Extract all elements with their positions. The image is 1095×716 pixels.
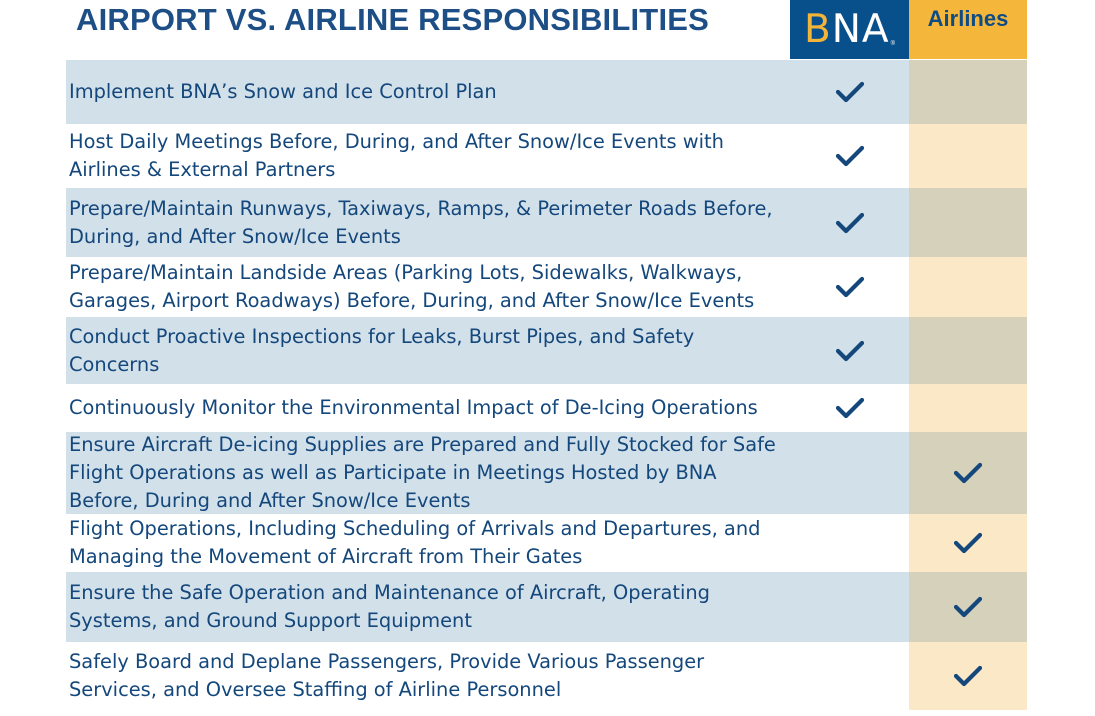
check-icon — [836, 340, 864, 362]
airlines-cell — [909, 384, 1027, 432]
task-text: Host Daily Meetings Before, During, and After Snow/Ice Events with Airlines & External Partners — [69, 130, 724, 181]
bna-cell — [790, 60, 909, 124]
bna-cell — [790, 642, 909, 710]
table-row — [66, 432, 1027, 514]
airlines-cell — [909, 514, 1027, 572]
bna-cell — [790, 432, 909, 514]
bna-column-header: BNA ® — [790, 0, 909, 59]
table-row — [66, 572, 1027, 642]
airlines-column-label: Airlines — [927, 6, 1009, 31]
check-icon — [836, 276, 864, 298]
bna-cell — [790, 514, 909, 572]
table-row — [66, 514, 1027, 572]
task-text: Ensure the Safe Operation and Maintenance of Aircraft, Operating Systems, and Ground Support Equipment — [69, 581, 710, 632]
airlines-cell — [909, 317, 1027, 384]
airlines-cell — [909, 60, 1027, 124]
table-row — [66, 317, 1027, 384]
task-text: Ensure Aircraft De-icing Supplies are Prepared and Fully Stocked for Safe Flight Operations as well as Participate in Meetings Hosted by BNA Before, During and After Snow/Ice Events — [69, 433, 776, 512]
task-text: Safely Board and Deplane Passengers, Provide Various Passenger Services, and Oversee Staffing of Airline Personnel — [69, 650, 705, 701]
check-icon — [954, 665, 982, 687]
airlines-cell — [909, 642, 1027, 710]
task-text: Prepare/Maintain Runways, Taxiways, Ramps, & Perimeter Roads Before, During, and After Snow/Ice Events — [69, 196, 773, 248]
bna-cell — [790, 124, 909, 188]
bna-cell — [790, 257, 909, 317]
task-text: Conduct Proactive Inspections for Leaks, Burst Pipes, and Safety Concerns — [69, 324, 695, 376]
airlines-cell — [909, 432, 1027, 514]
bna-logo: BNA — [803, 6, 890, 52]
table-row — [66, 60, 1027, 124]
task-text: Continuously Monitor the Environmental Impact of De-Icing Operations — [69, 396, 758, 419]
check-icon — [954, 462, 982, 484]
bna-cell — [790, 384, 909, 432]
airlines-cell — [909, 572, 1027, 642]
bna-cell — [790, 572, 909, 642]
check-icon — [836, 81, 864, 103]
check-icon — [954, 532, 982, 554]
check-icon — [954, 596, 982, 618]
airlines-cell — [909, 257, 1027, 317]
task-text: Prepare/Maintain Landside Areas (Parking Lots, Sidewalks, Walkways, Garages, Airport Roadways) Before, During, and After Snow/Ice Events — [69, 261, 755, 312]
airlines-cell — [909, 124, 1027, 188]
table-row — [66, 257, 1027, 317]
check-icon — [836, 397, 864, 419]
table-row — [66, 124, 1027, 188]
table-row — [66, 642, 1027, 710]
page-title: AIRPORT VS. AIRLINE RESPONSIBILITIES — [76, 2, 710, 37]
airlines-cell — [909, 188, 1027, 257]
task-text: Implement BNA’s Snow and Ice Control Plan — [69, 80, 497, 103]
task-text: Flight Operations, Including Scheduling of Arrivals and Departures, and Managing the Movement of Aircraft from Their Gates — [69, 517, 761, 568]
table-row — [66, 188, 1027, 257]
bna-cell — [790, 317, 909, 384]
check-icon — [836, 145, 864, 167]
bna-cell — [790, 188, 909, 257]
check-icon — [836, 212, 864, 234]
table-row — [66, 384, 1027, 432]
